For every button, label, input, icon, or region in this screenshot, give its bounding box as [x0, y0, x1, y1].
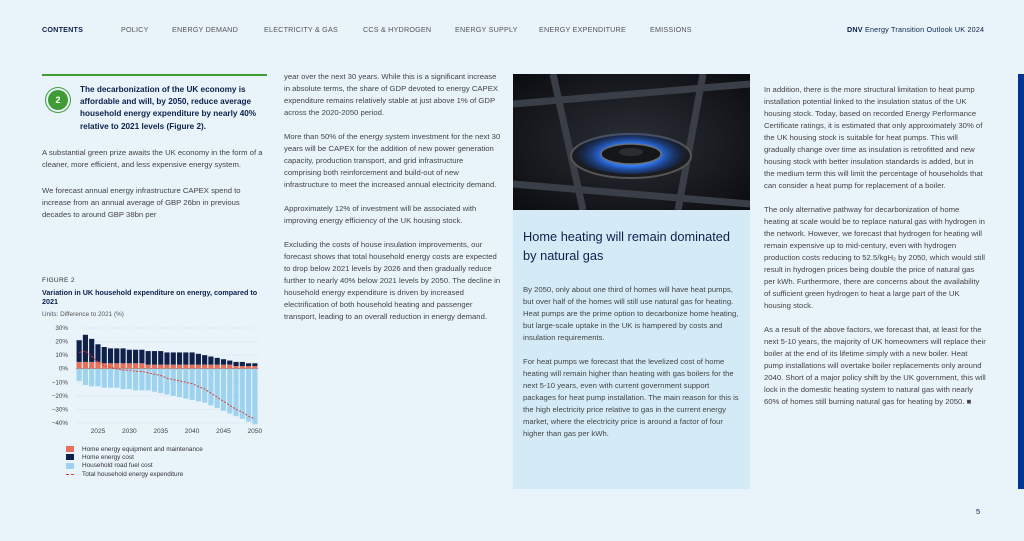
bar-segment	[95, 344, 100, 362]
figure-title: Variation in UK household expenditure on energy, compared to 2021	[42, 288, 258, 306]
bar-segment	[208, 369, 213, 406]
bar-segment	[83, 335, 88, 362]
bar-segment	[108, 369, 113, 388]
bar-segment	[233, 369, 238, 417]
x-tick-label: 2045	[216, 428, 231, 435]
x-tick-label: 2030	[122, 428, 137, 435]
bar-segment	[208, 365, 213, 369]
y-tick-label: 20%	[55, 338, 68, 346]
bar-segment	[196, 369, 201, 402]
bar-segment	[120, 369, 125, 389]
bar-segment	[196, 365, 201, 369]
bar-segment	[133, 369, 138, 391]
bar-segment	[202, 355, 207, 365]
bar-segment	[183, 352, 188, 364]
legend-swatch-road-fuel	[66, 463, 74, 469]
y-tick-label: −10%	[51, 379, 68, 387]
x-tick-label: 2040	[184, 428, 200, 435]
bar-segment	[215, 365, 220, 369]
key-message-number-badge: 2	[48, 90, 68, 110]
col1-paragraph-1: A substantial green prize awaits the UK economy in the form of a cleaner, more efficient, and less expensive energy system.	[42, 147, 263, 169]
bar-segment	[183, 365, 188, 369]
bar-segment	[215, 358, 220, 365]
key-message-text: The decarbonization of the UK economy is affordable and will, by 2050, reduce average household energy expenditure by nearly 40% relative to 2021 levels (Figure 2).	[80, 85, 257, 131]
bar-segment	[190, 369, 195, 400]
bar-segment	[164, 365, 169, 369]
bar-segment	[227, 361, 232, 365]
bar-segment	[221, 365, 226, 369]
col4-paragraph-3: As a result of the above factors, we forecast that, at least for the next 5-10 years, the majority of UK homeowners will replace their boiler at the end of its lifetime simply with a new boiler. Heat pump installations will overtake boiler replacements only around 2040. Short of a major policy shift by the UK government, this will lock in the domestic heating system to natural gas with nearly 60% of homes still burning natural gas for heating by 2050. ■	[764, 325, 986, 406]
publication-title: Energy Transition Outlook UK 2024	[864, 25, 985, 34]
bar-segment	[120, 348, 125, 363]
bar-segment	[139, 363, 144, 368]
col4-paragraph-2: The only alternative pathway for decarbonization of home heating at scale would be to replace natural gas with hydrogen in the network. However, we forecast that hydrogen for heating will remain expensive up to mid-century, even with hydrogen production costs reducing to 52.5/kgH₂ by 2050, which would still result in hydrogen prices being double the price of natural gas per kWh. Furthermore, there are concerns about the availability of sufficient green hydrogen to heat a large part of the UK housing stock.	[764, 205, 985, 310]
bar-segment	[233, 362, 238, 366]
nav-energy-demand[interactable]: ENERGY DEMAND	[172, 25, 238, 34]
col1-paragraph-2: We forecast annual energy infrastructure CAPEX spend to increase from an annual average of GBP 26bn in previous decades to around GBP 38bn per	[42, 185, 241, 219]
bar-segment	[252, 366, 257, 369]
bar-segment	[164, 369, 169, 395]
legend-item-energy-cost	[66, 453, 203, 461]
legend-label-equipment: Home energy equipment and maintenance	[82, 445, 203, 453]
y-tick-label: 10%	[55, 352, 68, 360]
col2-paragraph-3: Approximately 12% of investment will be associated with improving energy efficiency of the UK housing stock.	[284, 204, 477, 225]
section-accent-bar	[1018, 74, 1024, 489]
figure-units: Units: Difference to 2021 (%)	[42, 311, 124, 318]
bar-segment	[152, 351, 157, 365]
legend-swatch-total	[66, 474, 74, 475]
panel-paragraph-2: For heat pumps we forecast that the levelized cost of home heating will remain higher than heating with gas boilers for the next 5-10 years, even with current government support packages for heat pump installation. The main reason for this is the high electricity price relative to gas in the current energy market, where the electricity price is around a factor of four higher than gas per kWh.	[523, 357, 739, 438]
bar-segment	[77, 362, 82, 369]
bar-segment	[202, 365, 207, 369]
bar-segment	[83, 362, 88, 369]
bar-segment	[221, 359, 226, 364]
legend-label-total: Total household energy expenditure	[82, 470, 184, 478]
gas-burner-photo	[513, 74, 750, 210]
bar-segment	[246, 366, 251, 369]
publication-brand	[847, 25, 984, 34]
bar-segment	[146, 369, 151, 391]
bar-segment	[177, 369, 182, 398]
nav-emissions[interactable]: EMISSIONS	[650, 25, 692, 34]
x-tick-label: 2025	[90, 428, 106, 435]
bar-segment	[246, 369, 251, 422]
bar-segment	[164, 352, 169, 364]
bar-segment	[171, 352, 176, 364]
panel-heading: Home heating will remain dominated by natural gas	[523, 229, 730, 263]
brand-logo-text: DNV	[847, 25, 863, 34]
legend-item-equipment	[66, 445, 203, 453]
bar-segment	[89, 369, 94, 387]
bar-segment	[114, 348, 119, 363]
legend-swatch-equipment	[66, 446, 74, 452]
nav-energy-supply[interactable]: ENERGY SUPPLY	[455, 25, 518, 34]
bar-segment	[215, 369, 220, 408]
callout-divider	[42, 74, 267, 76]
col4-paragraph-1: In addition, there is the more structural limitation to heat pump installation potential linked to the insulation status of the UK housing stock. Today, based on recorded Energy Performance Certificate ratings, it is estimated that only approximately 30% of the UK housing stock is suitable for heat pumps. This will gradually change over time as insulation is retrofitted and new housing stock with better insulation standards is added, but in the medium term this will limit the percentage of households that can consider a heat pump for replacement of a boiler.	[764, 85, 983, 190]
bar-segment	[158, 351, 163, 365]
legend-item-total	[66, 470, 203, 478]
bar-segment	[89, 339, 94, 362]
bar-segment	[146, 351, 151, 365]
x-tick-label: 2050	[247, 428, 263, 435]
bar-segment	[227, 365, 232, 369]
bar-segment	[95, 369, 100, 387]
bar-segment	[152, 365, 157, 369]
nav-contents[interactable]: CONTENTS	[42, 25, 84, 34]
column-2	[284, 71, 502, 335]
bar-segment	[246, 363, 251, 366]
home-heating-panel	[513, 74, 750, 489]
bar-segment	[158, 369, 163, 393]
bar-segment	[177, 352, 182, 364]
bar-segment	[77, 369, 82, 381]
legend-label-road-fuel: Household road fuel cost	[82, 462, 153, 470]
bar-segment	[139, 350, 144, 364]
bar-segment	[240, 366, 245, 369]
bar-segment	[127, 369, 132, 389]
bar-segment	[171, 369, 176, 396]
bar-segment	[252, 369, 257, 425]
bar-segment	[152, 369, 157, 392]
gas-flame-image	[513, 74, 750, 210]
bar-segment	[196, 354, 201, 365]
y-tick-label: 0%	[58, 365, 68, 373]
col2-paragraph-4: Excluding the costs of house insulation improvements, our forecast shows that total household energy costs are expected to drop below 2021 levels by 2026 and then gradually reduce further to nearly 40% below 2021 levels by 2050. The decline in household energy expenditure is driven by increased electrification of both household heating and passenger transport, leading to an overall reduction in energy demand.	[284, 240, 501, 321]
nav-ccs-hydrogen[interactable]: CCS & HYDROGEN	[363, 25, 432, 34]
bar-segment	[208, 357, 213, 365]
bar-segment	[183, 369, 188, 399]
bar-segment	[102, 347, 107, 363]
nav-energy-expenditure[interactable]: ENERGY EXPENDITURE	[539, 25, 626, 34]
bar-segment	[120, 363, 125, 368]
page-number: 5	[976, 507, 981, 516]
bar-segment	[190, 352, 195, 364]
bar-segment	[133, 350, 138, 364]
legend-label-energy-cost: Home energy cost	[82, 453, 134, 461]
bar-segment	[171, 365, 176, 369]
y-tick-label: −20%	[51, 392, 68, 400]
x-tick-label: 2035	[153, 428, 169, 435]
y-tick-label: 30%	[55, 325, 68, 332]
chart-legend	[66, 445, 203, 478]
bar-segment	[89, 362, 94, 369]
bar-segment	[127, 350, 132, 364]
nav-policy[interactable]: POLICY	[121, 25, 149, 34]
bar-segment	[190, 365, 195, 369]
bar-segment	[102, 369, 107, 388]
household-expenditure-chart	[36, 320, 266, 438]
bar-segment	[108, 348, 113, 363]
panel-body	[523, 284, 743, 452]
bar-segment	[77, 340, 82, 362]
figure-label: FIGURE 2	[42, 277, 75, 284]
bar-segment	[221, 369, 226, 411]
bar-segment	[202, 369, 207, 403]
bar-segment	[233, 366, 238, 369]
col2-paragraph-1: year over the next 30 years. While this is a significant increase in absolute terms, the share of GDP devoted to energy CAPEX expenditure remains relatively stable at just above 1% of GDP across the 2020-2050 period.	[284, 72, 498, 117]
bar-segment	[83, 369, 88, 385]
bar-segment	[240, 362, 245, 366]
bar-segment	[114, 369, 119, 388]
panel-paragraph-1: By 2050, only about one third of homes will have heat pumps, but over half of the homes will still use natural gas for heating. Heat pumps are the prime option to decarbonize home heating, but large-scale uptake in the UK is hampered by costs and insulation requirements.	[523, 285, 739, 342]
nav-electricity-gas[interactable]: ELECTRICITY & GAS	[264, 25, 338, 34]
bar-segment	[127, 363, 132, 368]
bar-segment	[177, 365, 182, 369]
bar-segment	[133, 363, 138, 368]
top-nav	[0, 0, 1024, 56]
key-message-callout	[42, 84, 267, 133]
legend-item-road-fuel	[66, 462, 203, 470]
bar-segment	[114, 363, 119, 368]
col2-paragraph-2: More than 50% of the energy system investment for the next 30 years will be CAPEX for the addition of new power generation capacity, production transport, and grid infrastructure comprising both reinforcement and build-out of new infrastructure to meet the increased annual electricity demand.	[284, 132, 501, 189]
bar-segment	[146, 365, 151, 369]
bar-segment	[158, 365, 163, 369]
column-4	[764, 84, 986, 420]
legend-swatch-energy-cost	[66, 454, 74, 460]
column-1	[42, 74, 267, 223]
y-tick-label: −40%	[51, 420, 68, 427]
bar-segment	[252, 363, 257, 366]
y-tick-label: −30%	[51, 406, 68, 414]
